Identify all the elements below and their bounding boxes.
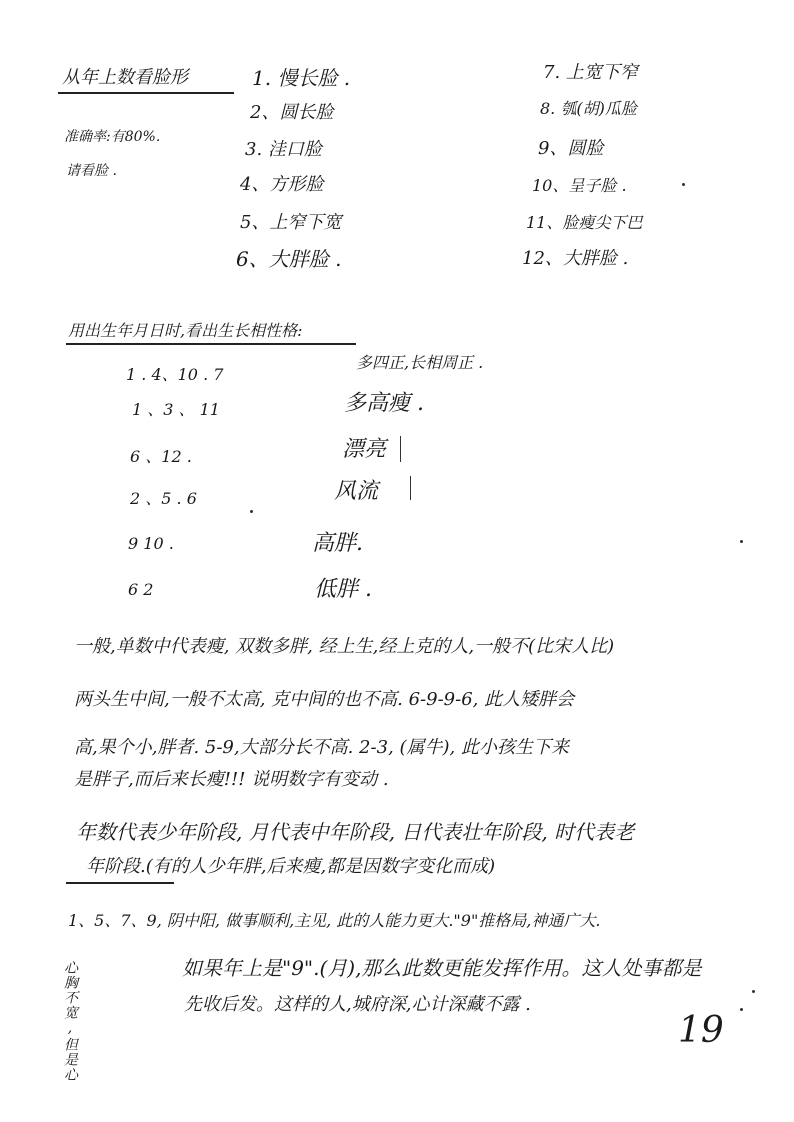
face-type-item: 4、方形脸 bbox=[240, 174, 324, 195]
scan-speck bbox=[740, 1008, 743, 1011]
margin-note: 心胸不宽,但是心 bbox=[62, 960, 78, 1082]
method-note: 请看脸 . bbox=[66, 163, 117, 179]
birth-description: 风流 bbox=[334, 479, 379, 504]
section2-heading-underline bbox=[66, 343, 356, 345]
header-title-underline bbox=[58, 92, 234, 94]
face-type-item: 5、上窄下宽 bbox=[240, 212, 342, 233]
paragraph-line: 两头生中间,一般不太高, 克中间的也不高. 6-9-9-6, 此人矮胖会 bbox=[74, 689, 575, 710]
face-type-item: 6、大胖脸 . bbox=[236, 247, 342, 271]
scan-speck bbox=[682, 183, 685, 186]
face-type-item: 10、呈子脸 . bbox=[532, 176, 627, 195]
bottom-line: 1、5、7、9, 阴中阳, 做事顺利,主见, 此的人能力更大."9"推格局,神通广大. bbox=[68, 911, 601, 930]
scan-speck bbox=[740, 540, 743, 543]
face-type-item: 9、圆脸 bbox=[538, 138, 604, 159]
face-type-item: 1. 慢长脸 . bbox=[252, 66, 351, 90]
birth-numbers: 6 、12 . bbox=[130, 447, 192, 466]
scan-speck bbox=[752, 990, 755, 993]
face-type-item: 3. 洼口脸 bbox=[245, 139, 322, 160]
accuracy-note: 准确率:有80%. bbox=[64, 129, 161, 145]
bracket-mark bbox=[400, 436, 401, 462]
birth-description: 漂亮 bbox=[342, 437, 387, 462]
birth-description: 低胖 . bbox=[314, 577, 372, 602]
face-type-item: 11、脸瘦尖下巴 bbox=[526, 213, 643, 232]
page-number: 19 bbox=[678, 1010, 724, 1051]
scan-speck bbox=[250, 510, 253, 513]
stage-underline bbox=[66, 882, 174, 884]
birth-numbers: 1 、3 、 11 bbox=[132, 400, 220, 419]
birth-numbers: 9 10 . bbox=[128, 534, 174, 553]
bottom-line: 先收后发。这样的人,城府深,心计深藏不露 . bbox=[184, 994, 531, 1015]
face-type-item: 7. 上宽下窄 bbox=[543, 62, 638, 83]
paragraph-line: 高,果个小,胖者. 5-9,大部分长不高. 2-3, (属牛), 此小孩生下来 bbox=[74, 737, 569, 758]
face-type-item: 2、圆长脸 bbox=[250, 102, 334, 123]
paragraph-line: 是胖子,而后来长瘦!!! 说明数字有变动 . bbox=[74, 769, 389, 790]
bottom-line: 如果年上是"9".(月),那么此数更能发挥作用。这人处事都是 bbox=[182, 956, 702, 980]
header-title: 从年上数看脸形 bbox=[62, 67, 188, 88]
paragraph-line: 一般,单数中代表瘦, 双数多胖, 经上生,经上克的人,一般不(比宋人比) bbox=[74, 636, 615, 657]
birth-description: 高胖. bbox=[312, 531, 363, 556]
section2-heading: 用出生年月日时,看出生长相性格: bbox=[68, 321, 303, 340]
birth-numbers: 2 、5 . 6 bbox=[130, 489, 197, 508]
paragraph-line: 年阶段.(有的人少年胖,后来瘦,都是因数字变化而成) bbox=[86, 856, 496, 877]
paragraph-line: 年数代表少年阶段, 月代表中年阶段, 日代表壮年阶段, 时代表老 bbox=[76, 820, 635, 844]
birth-numbers: 1 . 4、10 . 7 bbox=[126, 365, 224, 384]
birth-numbers: 6 2 bbox=[128, 580, 154, 599]
face-type-item: 8. 瓠(胡)瓜脸 bbox=[540, 99, 637, 118]
birth-description: 多四正,长相周正 . bbox=[356, 353, 484, 372]
bracket-mark bbox=[410, 476, 411, 500]
birth-description: 多高瘦 . bbox=[344, 391, 424, 416]
face-type-item: 12、大胖脸 . bbox=[522, 248, 629, 269]
